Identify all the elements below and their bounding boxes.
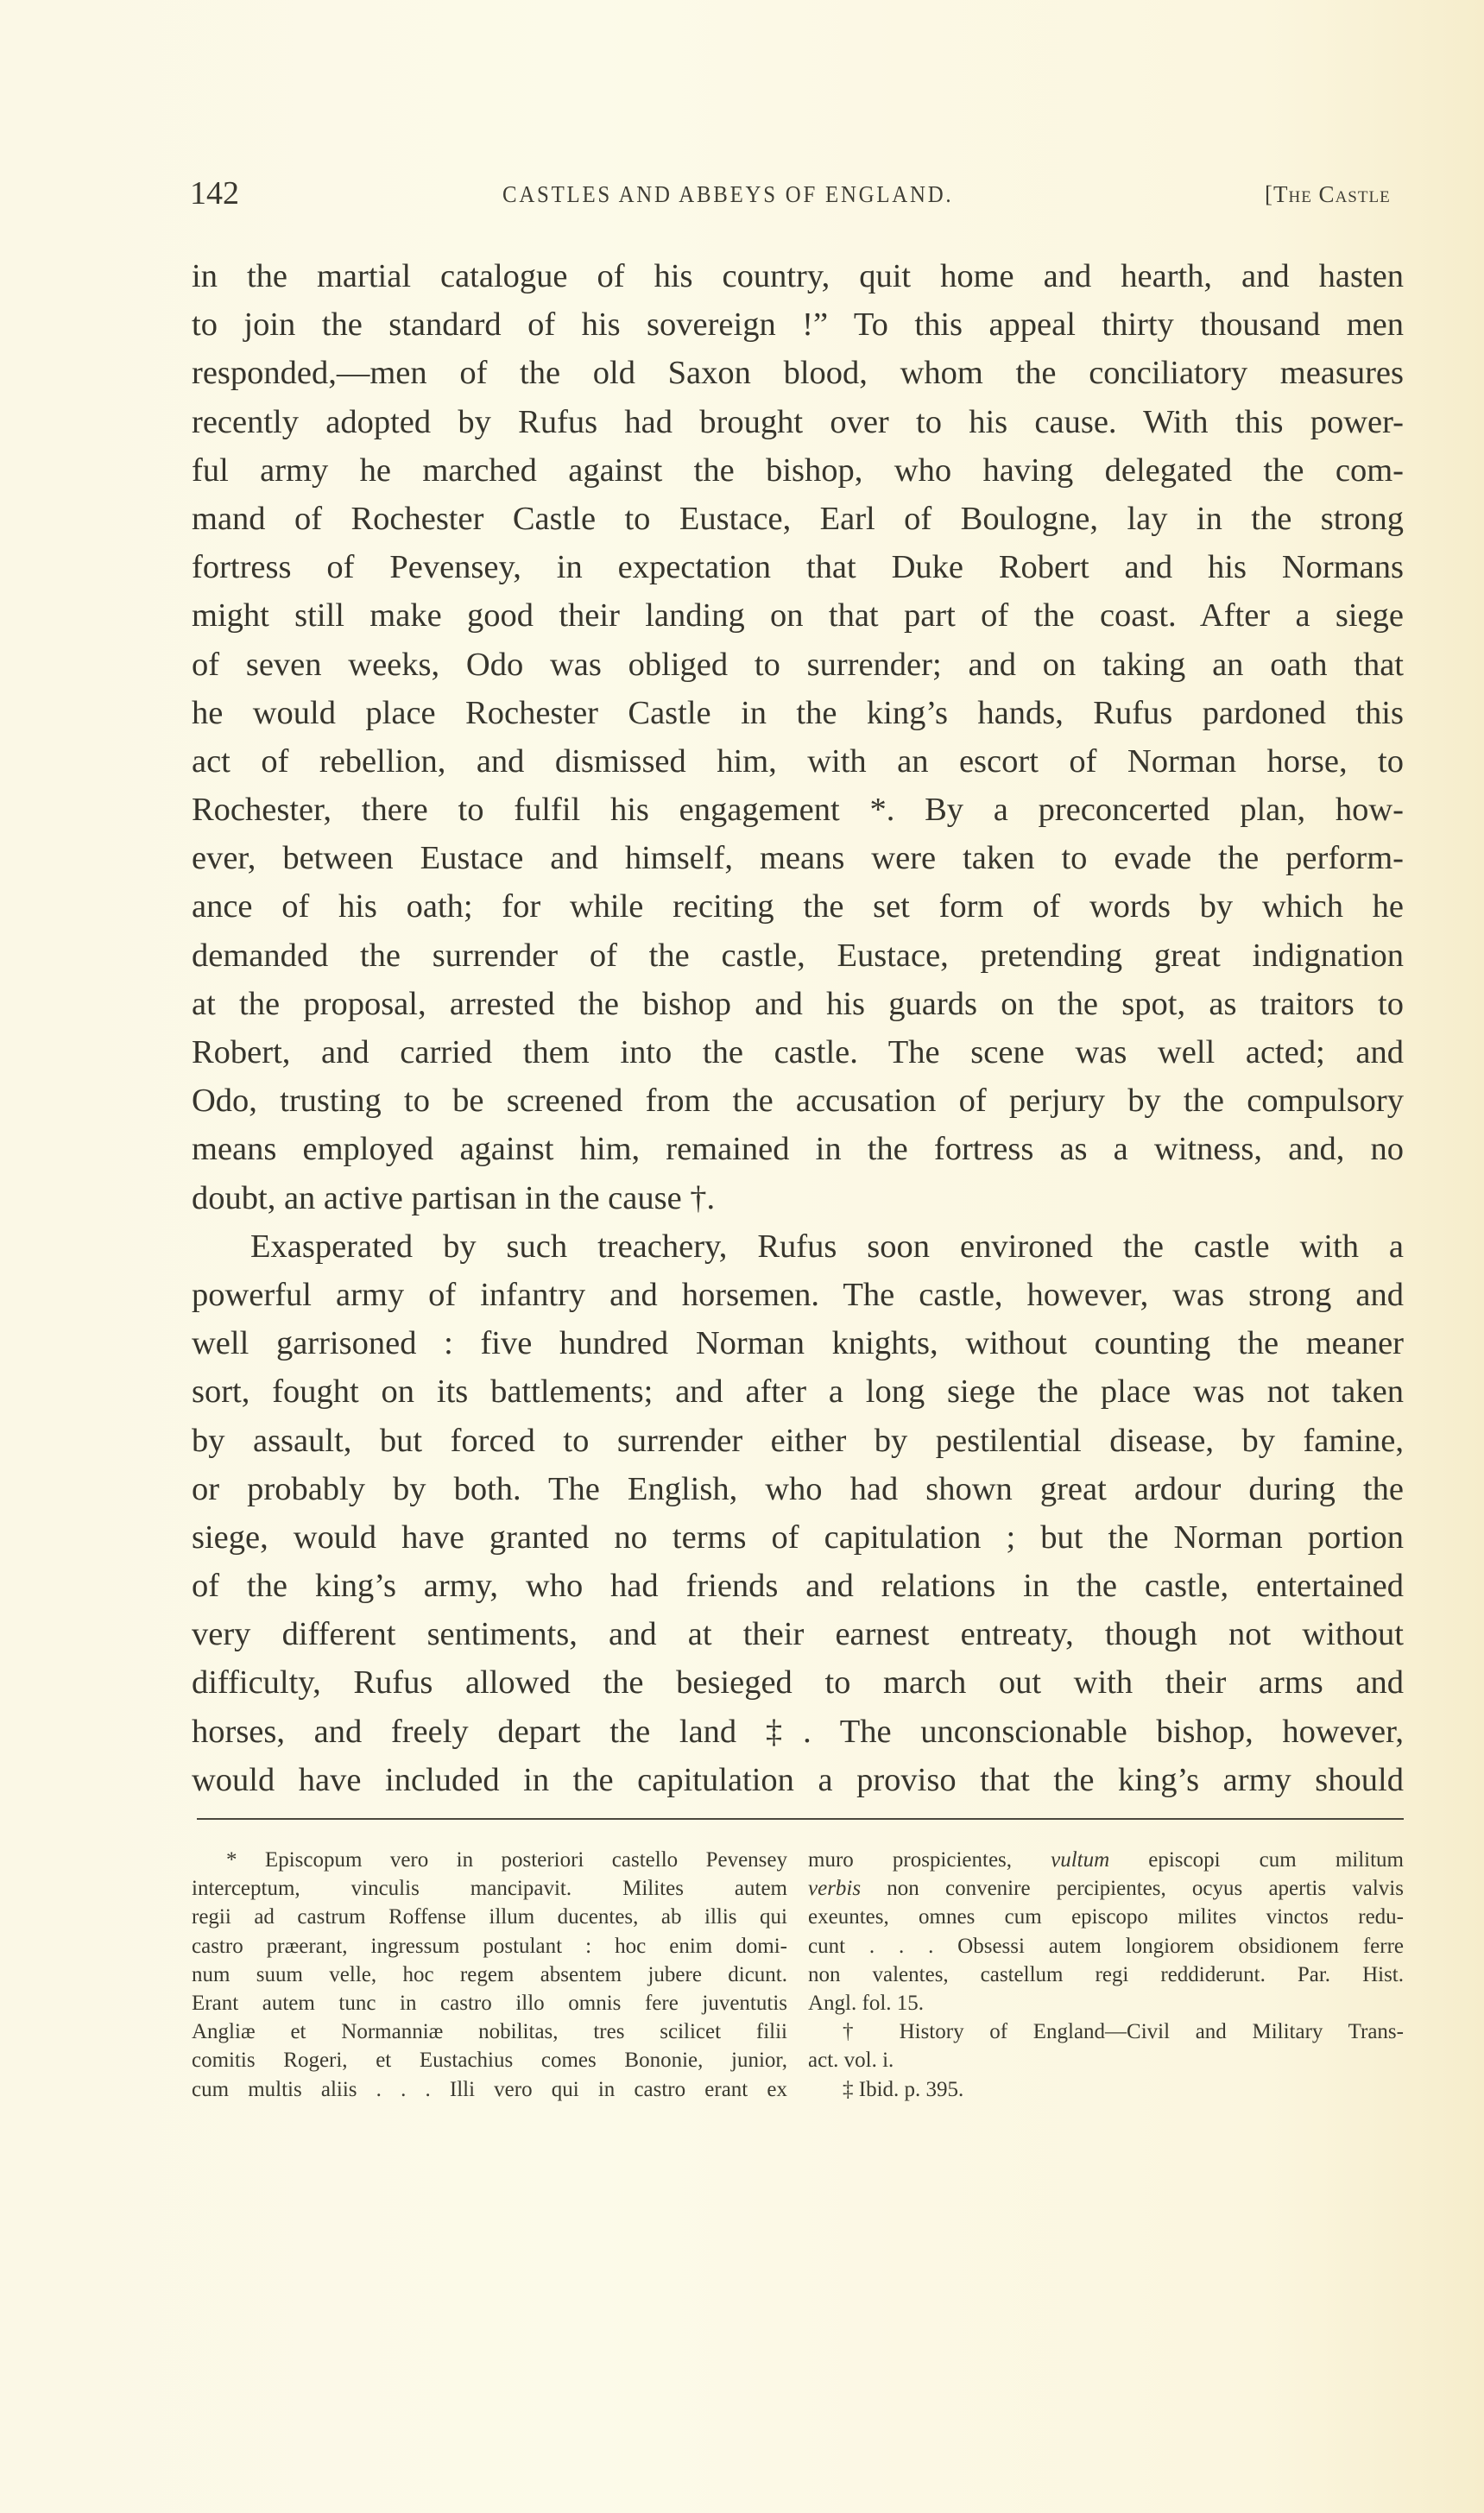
footnote-text: muro prospicientes, [808, 1848, 1051, 1872]
body-line: difficulty, Rufus allowed the besieged to march out with their arms and [192, 1664, 1404, 1702]
footnote-double-dagger: ‡ Ibid. p. 395. [843, 2077, 964, 2101]
body-text [192, 252, 1404, 1804]
footnote-line: Angliæ et Normanniæ nobilitas, tres scilicet filii [192, 2020, 787, 2044]
paragraph-end-line: doubt, an active partisan in the cause †. [192, 1179, 716, 1216]
body-line: responded,—men of the old Saxon blood, whom the conciliatory measures [192, 355, 1404, 392]
body-line: ever, between Eustace and himself, means were taken to evade the perform- [192, 840, 1404, 877]
footnote-line: cunt . . . Obsessi autem longiorem obsidionem ferre [808, 1934, 1404, 1958]
footnote-column-left [192, 1846, 787, 2104]
footnote-line [808, 1874, 1404, 1903]
footnote-line [808, 1846, 1404, 1874]
footnote-line: comitis Rogeri, et Eustachius comes Bononie, junior, [192, 2049, 787, 2073]
section-mark: [The Castle [1265, 181, 1391, 207]
body-line: he would place Rochester Castle in the king’s hands, Rufus pardoned this [192, 694, 1404, 731]
body-line: ful army he marched against the bishop, who having delegated the com- [192, 451, 1404, 489]
body-line: well garrisoned : five hundred Norman knights, without counting the meaner [192, 1325, 1404, 1362]
body-line: Rochester, there to fulfil his engagement *. By a preconcerted plan, how- [192, 792, 1404, 829]
body-line: fortress of Pevensey, in expectation that Duke Robert and his Normans [192, 549, 1404, 586]
body-line: to join the standard of his sovereign !” To this appeal thirty thousand men [192, 306, 1404, 344]
paragraph-start-line: Exasperated by such treachery, Rufus soon environed the castle with a [250, 1228, 1404, 1265]
body-line: or probably by both. The English, who had shown great ardour during the [192, 1470, 1404, 1507]
body-line: means employed against him, remained in the fortress as a witness, and, no [192, 1131, 1404, 1168]
body-line: by assault, but forced to surrender either by pestilential disease, by famine, [192, 1422, 1404, 1459]
footnote-text: episcopi cum militum [1109, 1848, 1404, 1872]
footnote-dagger: † History of England—Civil and Military Trans- [843, 2020, 1404, 2044]
body-line: of the king’s army, who had friends and relations in the castle, entertained [192, 1568, 1404, 1605]
body-line: act of rebellion, and dismissed him, with an escort of Norman horse, to [192, 742, 1404, 780]
footnote-italic-word: verbis [808, 1877, 862, 1901]
body-line: siege, would have granted no terms of capitulation ; but the Norman portion [192, 1519, 1404, 1556]
footnote-line: regii ad castrum Roffense illum ducentes, ab illis qui [192, 1905, 787, 1929]
running-title: CASTLES AND ABBEYS OF ENGLAND. [502, 181, 954, 207]
body-line: demanded the surrender of the castle, Eustace, pretending great indignation [192, 937, 1404, 974]
body-line: recently adopted by Rufus had brought over to his cause. With this power- [192, 403, 1404, 440]
footnote-column-right [808, 1846, 1404, 2104]
page-number: 142 [190, 175, 239, 212]
footnote-line: interceptum, vinculis mancipavit. Milites autem [192, 1877, 787, 1901]
footnote-line: exeuntes, omnes cum episcopo milites vinctos redu- [808, 1905, 1404, 1929]
body-line: mand of Rochester Castle to Eustace, Earl of Boulogne, lay in the strong [192, 500, 1404, 537]
body-line: Odo, trusting to be screened from the accusation of perjury by the compulsory [192, 1083, 1404, 1120]
footnote-line: castro præerant, ingressum postulant : hoc enim domi- [192, 1934, 787, 1958]
footnote-divider [197, 1818, 1404, 1820]
footnote-line: cum multis aliis . . . Illi vero qui in castro erant ex [192, 2077, 787, 2101]
footnote-italic-word: vultum [1051, 1848, 1110, 1872]
footnote-line: act. vol. i. [808, 2049, 894, 2073]
footnote-line: Angl. fol. 15. [808, 1991, 925, 2015]
body-line: horses, and freely depart the land ‡. The unconscionable bishop, however, [192, 1713, 1404, 1750]
body-line: would have included in the capitulation a proviso that the king’s army should [192, 1761, 1404, 1798]
body-line: Robert, and carried them into the castle. The scene was well acted; and [192, 1034, 1404, 1070]
body-line: might still make good their landing on that part of the coast. After a siege [192, 597, 1404, 635]
footnote-text: non convenire percipientes, ocyus apertis valvis [861, 1877, 1404, 1901]
body-line: very different sentiments, and at their earnest entreaty, though not without [192, 1616, 1404, 1653]
footnote-line: num suum velle, hoc regem absentem jubere dicunt. [192, 1962, 787, 1986]
body-line: powerful army of infantry and horsemen. The castle, however, was strong and [192, 1276, 1404, 1313]
running-header [190, 176, 1416, 211]
body-line: of seven weeks, Odo was obliged to surrender; and on taking an oath that [192, 646, 1404, 683]
body-line: sort, fought on its battlements; and after a long siege the place was not taken [192, 1373, 1404, 1411]
footnote-line: non valentes, castellum regi reddiderunt. Par. Hist. [808, 1962, 1404, 1986]
body-line: at the proposal, arrested the bishop and his guards on the spot, as traitors to [192, 985, 1404, 1022]
footnote-line: Erant autem tunc in castro illo omnis fere juventutis [192, 1991, 787, 2015]
body-line: ance of his oath; for while reciting the set form of words by which he [192, 888, 1404, 925]
footnote-asterisk-start: * Episcopum vero in posteriori castello Pevensey [226, 1848, 787, 1872]
body-line: in the martial catalogue of his country, quit home and hearth, and hasten [192, 258, 1404, 294]
